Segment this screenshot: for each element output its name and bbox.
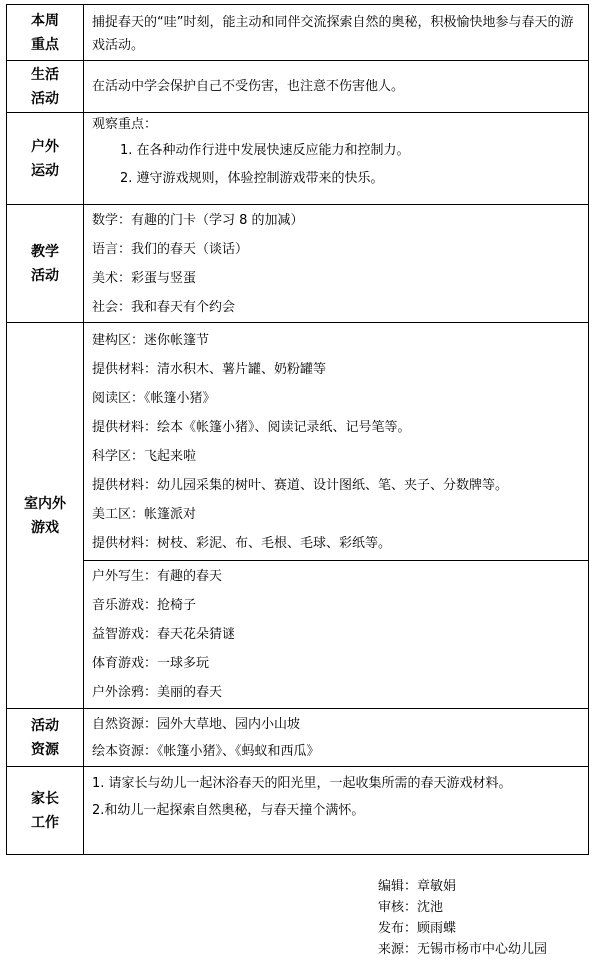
outdoor-game-item: 体育游戏：一球多玩 (92, 656, 210, 671)
credit-source: 来源：无锡市杨市中心幼儿园 (378, 942, 548, 957)
outdoor-game-item: 益智游戏：春天花朵猜谜 (92, 627, 236, 642)
row-label: 本周 重点 (7, 5, 84, 61)
observation-intro: 观察重点： (92, 117, 158, 132)
credit-publisher: 发布：顾雨蝶 (378, 921, 457, 936)
weekly-plan-table (6, 4, 589, 855)
credit-reviewer: 审核：沈池 (378, 900, 444, 915)
indoor-game-item: 科学区：飞起来啦 (92, 448, 197, 464)
observation-point: 2. 遵守游戏规则，体验控制游戏带来的快乐。 (120, 171, 384, 186)
indoor-game-item: 阅读区：《帐篷小猪》 (92, 390, 216, 406)
row-content (84, 709, 589, 767)
row-label: 室内外 游戏 (7, 323, 84, 709)
row-label: 活动 资源 (7, 709, 84, 767)
row-resources (7, 709, 589, 767)
observation-point: 1. 在各种动作行进中发展快速反应能力和控制力。 (120, 143, 410, 158)
row-content (84, 61, 589, 113)
life-activity-text: 在活动中学会保护自己不受伤害，也注意不伤害他人。 (92, 79, 405, 94)
row-content (84, 767, 589, 855)
row-label: 教学 活动 (7, 205, 84, 323)
row-games-indoor (7, 323, 589, 561)
row-games-outdoor (7, 561, 589, 709)
indoor-game-item: 提供材料：绘本《帐篷小猪》、阅读记录纸、记号笔等。 (92, 419, 411, 435)
row-outdoor-sport (7, 113, 589, 205)
teaching-item: 美术：彩蛋与竖蛋 (92, 270, 197, 286)
outdoor-game-item: 音乐游戏：抢椅子 (92, 598, 197, 613)
row-content (84, 323, 589, 561)
resource-item: 绘本资源：《帐篷小猪》、《蚂蚁和西瓜》 (92, 743, 320, 759)
row-life-activity (7, 61, 589, 113)
row-teaching (7, 205, 589, 323)
resource-item: 自然资源：园外大草地、园内小山坡 (92, 716, 301, 732)
row-weekly-focus (7, 5, 589, 61)
parent-task: 1. 请家长与幼儿一起沐浴春天的阳光里，一起收集所需的春天游戏材料。 (92, 776, 512, 791)
indoor-game-item: 建构区：迷你帐篷节 (92, 332, 210, 348)
credits-footer (378, 876, 547, 960)
row-content (84, 205, 589, 323)
row-content (84, 5, 589, 61)
teaching-item: 语言：我们的春天（谈话） (92, 241, 249, 257)
row-label: 家长 工作 (7, 767, 84, 855)
teaching-item: 社会：我和春天有个约会 (92, 299, 236, 315)
row-label: 生活 活动 (7, 61, 84, 113)
row-content (84, 561, 589, 709)
indoor-game-item: 提供材料：清水积木、薯片罐、奶粉罐等 (92, 361, 327, 377)
row-label: 户外 运动 (7, 113, 84, 205)
indoor-game-item: 美工区：帐篷派对 (92, 506, 197, 522)
parent-task: 2.和幼儿一起探索自然奥秘，与春天撞个满怀。 (92, 803, 365, 818)
teaching-item: 数学：有趣的门卡（学习 8 的加减） (92, 212, 304, 228)
credit-editor: 编辑：章敏娟 (378, 879, 457, 894)
row-parents (7, 767, 589, 855)
indoor-game-item: 提供材料：树枝、彩泥、布、毛根、毛球、彩纸等。 (92, 535, 392, 551)
outdoor-game-item: 户外涂鸦：美丽的春天 (92, 685, 223, 700)
indoor-game-item: 提供材料：幼儿园采集的树叶、赛道、设计图纸、笔、夹子、分数牌等。 (92, 477, 509, 493)
outdoor-game-item: 户外写生：有趣的春天 (92, 569, 223, 584)
row-content (84, 113, 589, 205)
weekly-focus-text: 捕捉春天的“哇”时刻，能主动和同伴交流探索自然的奥秘，积极愉快地参与春天的游戏活动。 (92, 14, 574, 53)
